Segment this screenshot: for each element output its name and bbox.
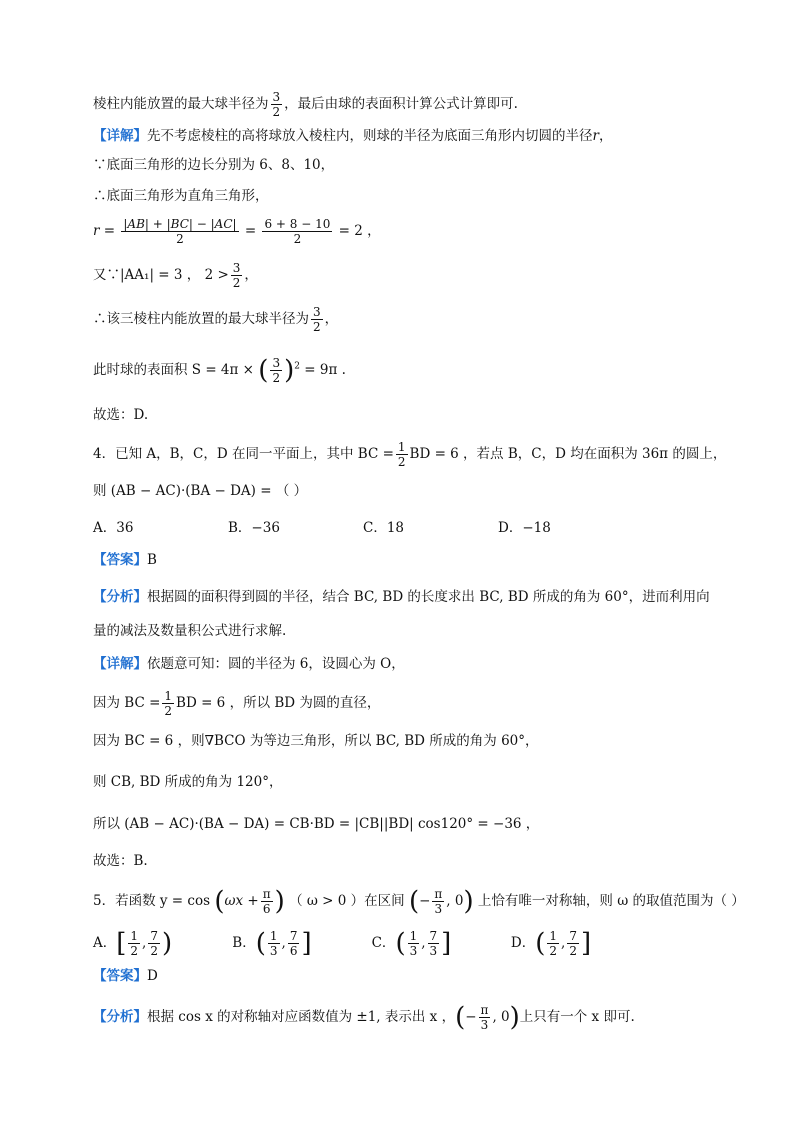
question-4-detail-1: [93, 654, 405, 674]
equals: =: [244, 223, 257, 239]
solution-line-3: ∵底面三角形的边长分别为 6、8、10，: [93, 157, 335, 173]
numerator: 1: [549, 929, 558, 943]
text: 上只有一个 x 即可.: [519, 1009, 635, 1025]
paren: ): [274, 886, 285, 917]
fraction: [432, 887, 444, 916]
answer-tag: 【答案】: [93, 968, 147, 984]
paren: (: [408, 886, 420, 917]
fraction: [567, 929, 579, 958]
option-label: C．: [371, 935, 396, 951]
denominator: 2: [232, 276, 241, 290]
analysis-tag: 【分析】: [93, 1009, 147, 1025]
text: 先不考虑棱柱的高将球放入棱柱内，则球的半径为底面三角形内切圆的半径: [147, 128, 593, 144]
fraction: [121, 217, 238, 246]
solution-line-6: [93, 261, 258, 290]
numerator: 7: [150, 929, 158, 943]
option-b: B．( $\frac{1}{3}$ , $\frac{7}{6}$ ]: [232, 928, 312, 959]
math-expr: ωx +: [224, 893, 259, 909]
option-b: B．−36: [228, 520, 280, 536]
text: 4．已知 A，B，C，D 在同一平面上，其中 BC =: [93, 446, 394, 462]
bracket: (: [535, 928, 546, 959]
exponent: 2: [294, 361, 300, 372]
fraction: [428, 929, 440, 958]
option-a: A．[ $\frac{1}{2}$ , $\frac{7}{2}$ ): [93, 928, 173, 959]
question-5-analysis: [93, 1003, 635, 1032]
text: 棱柱内能放置的最大球半径为: [93, 96, 269, 112]
question-4-options: [93, 518, 633, 538]
fraction: [261, 887, 273, 916]
question-5: [93, 887, 745, 916]
option-a: A．36: [93, 520, 134, 536]
fraction: [231, 261, 243, 290]
option-label: B．: [232, 935, 256, 951]
numerator: π: [262, 887, 271, 901]
denominator: 3: [434, 902, 443, 916]
denominator: 2: [130, 944, 139, 958]
numerator: 3: [272, 356, 281, 370]
question-4-analysis: [93, 587, 710, 607]
option-label: D．: [510, 935, 536, 951]
text: 上恰有唯一对称轴，则 ω 的取值范围为（ ）: [477, 893, 745, 909]
paren: (: [455, 1002, 466, 1033]
minus: −: [465, 1009, 477, 1025]
answer-value: B: [147, 552, 157, 568]
text: BD = 6 ，所以 BD 为圆的直径，: [176, 695, 381, 711]
denominator: 2: [164, 704, 173, 718]
text: BD = 6 ，若点 B，C，D 均在面积为 36π 的圆上，: [409, 446, 727, 462]
numerator: 7: [289, 929, 298, 943]
option-d: D．−18: [498, 520, 551, 536]
denominator: 2: [272, 371, 281, 385]
text: 5．若函数 y = cos: [93, 893, 211, 909]
denominator: 2: [293, 232, 302, 246]
detail-tag: 【详解】: [93, 656, 147, 672]
text: 因为 BC =: [93, 695, 161, 711]
result: = 9π .: [304, 362, 346, 378]
fraction: [270, 356, 282, 385]
denominator: 2: [549, 944, 558, 958]
question-4-answer: [93, 550, 157, 570]
analysis-tag: 【分析】: [93, 589, 147, 605]
question-4: [93, 440, 726, 469]
numerator: 7: [429, 929, 438, 943]
fraction: [311, 305, 323, 334]
question-4-detail-4: 则 CB, BD 所成的角为 120°，: [93, 774, 283, 790]
text: （ ω > 0 ）在区间: [289, 893, 405, 909]
denominator: 2: [313, 320, 321, 334]
solution-line-4: ∴底面三角形为直角三角形，: [93, 188, 269, 204]
question-4-detail-3: 因为 BC = 6 ，则∇BCO 为等边三角形，所以 BC, BD 所成的角为 60°，: [93, 733, 539, 749]
denominator: 3: [429, 944, 438, 958]
question-4-expr: 则 (AB − AC)·(BA − DA) = （ ）: [93, 483, 308, 499]
paren: ): [463, 886, 474, 917]
question-5-answer: [93, 966, 158, 986]
numerator: 3: [272, 90, 281, 104]
question-4-detail-2: [93, 689, 380, 718]
fraction: [262, 217, 332, 246]
paren: (: [214, 886, 225, 917]
bracket: (: [255, 928, 266, 959]
text: 根据圆的面积得到圆的半径，结合 BC, BD 的长度求出 BC, BD 所成的角为 60°，进而利用向: [147, 589, 710, 605]
denominator: 2: [150, 944, 158, 958]
question-4-analysis-2: 量的减法及数量积公式进行求解.: [93, 623, 287, 639]
text: ，: [598, 128, 613, 144]
numerator: 3: [232, 261, 241, 275]
question-4-detail-6: 故选：B.: [93, 853, 148, 869]
numerator: 1: [269, 929, 278, 943]
paren: ): [284, 355, 295, 386]
denominator: 6: [262, 902, 271, 916]
denominator: 3: [269, 944, 278, 958]
bracket: (: [395, 928, 406, 959]
numerator: 1: [130, 929, 139, 943]
bracket: ]: [441, 928, 452, 959]
formula-r: [93, 217, 381, 246]
fraction: [128, 929, 140, 958]
denominator: 2: [176, 232, 184, 246]
numerator: 1: [397, 440, 406, 454]
text: ∴该三棱柱内能放置的最大球半径为: [93, 311, 309, 327]
answer-choice-line: 故选：D.: [93, 407, 149, 423]
fraction: [271, 90, 283, 119]
numerator: |AB| + |BC| − |AC|: [123, 217, 237, 231]
text: 又∵|AA₁| = 3 ， 2 >: [93, 267, 229, 283]
text: 根据 cos x 的对称轴对应函数值为 ±1, 表示出 x ，: [147, 1009, 456, 1025]
bracket: [: [116, 928, 127, 959]
answer-tag: 【答案】: [93, 552, 147, 568]
paren: (: [258, 355, 269, 386]
numerator: 1: [409, 929, 418, 943]
fraction: [547, 929, 559, 958]
math-var: r: [592, 128, 599, 144]
numerator: 6 + 8 − 10: [264, 217, 331, 231]
solution-line-2: [93, 126, 612, 146]
text: ，最后由球的表面积计算公式计算即可.: [284, 96, 518, 112]
bracket: ): [161, 928, 173, 959]
numerator: π: [434, 887, 443, 901]
fraction: [148, 929, 160, 958]
solution-line-1: [93, 90, 518, 119]
numerator: 3: [313, 305, 321, 319]
fraction: [162, 689, 174, 718]
fraction: [396, 440, 408, 469]
fraction: [408, 929, 420, 958]
denominator: 3: [409, 944, 418, 958]
fraction: [288, 929, 300, 958]
question-4-detail-5: 所以 (AB − AC)·(BA − DA) = CB·BD = |CB||BD| cos120° = −36 ，: [93, 816, 540, 832]
denominator: 6: [289, 944, 298, 958]
option-d: D．( $\frac{1}{2}$ , $\frac{7}{2}$ ]: [510, 928, 592, 959]
solution-line-7: [93, 305, 338, 334]
text: 依题意可知：圆的半径为 6，设圆心为 O，: [147, 656, 405, 672]
paren: ): [509, 1002, 520, 1033]
solution-line-8: [93, 356, 346, 385]
fraction: [479, 1003, 491, 1032]
text: ，: [244, 267, 258, 283]
option-label: A．: [93, 935, 117, 951]
answer-value: D: [147, 968, 158, 984]
numerator: 7: [569, 929, 577, 943]
text: ，: [324, 311, 339, 327]
bracket: ]: [580, 928, 592, 959]
detail-tag: 【详解】: [93, 128, 147, 144]
denominator: 3: [480, 1018, 489, 1032]
question-5-options: [93, 929, 646, 958]
minus: −: [419, 893, 431, 909]
option-c: C．18: [363, 520, 405, 536]
option-c: C．( $\frac{1}{3}$ , $\frac{7}{3}$ ]: [371, 928, 452, 959]
text: , 0: [446, 893, 464, 909]
math-var: r =: [93, 223, 116, 239]
text: , 0: [492, 1009, 510, 1025]
denominator: 2: [272, 105, 281, 119]
numerator: π: [480, 1003, 489, 1017]
numerator: 1: [164, 689, 173, 703]
denominator: 2: [569, 944, 577, 958]
result: = 2 ，: [338, 223, 381, 239]
text: 此时球的表面积 S = 4π ×: [93, 362, 254, 378]
denominator: 2: [397, 455, 406, 469]
fraction: [268, 929, 280, 958]
bracket: ]: [301, 928, 312, 959]
